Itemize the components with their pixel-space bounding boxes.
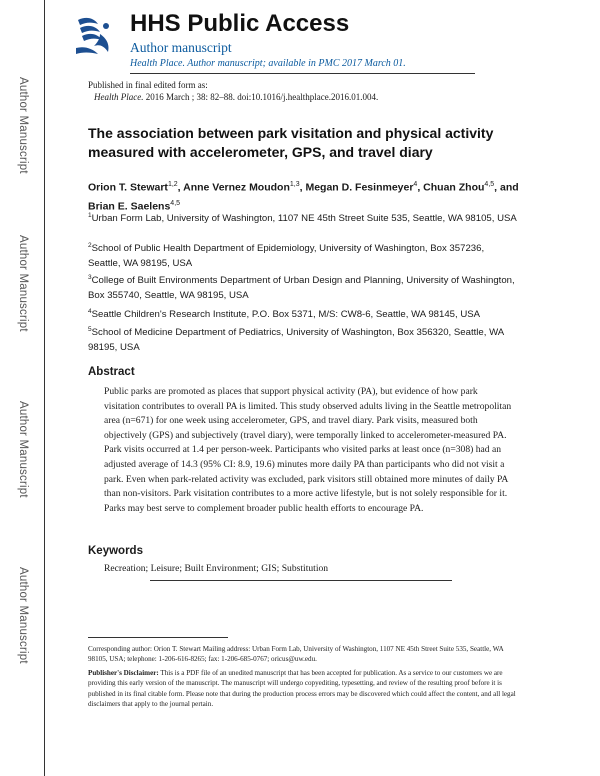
affiliation-4 <box>88 304 518 322</box>
affiliation-text: College of Built Environments Department of Urban Design and Planning, University of Washington, Box 355740, Seattle, WA 98195, USA <box>88 275 515 302</box>
author-separator: , <box>299 181 306 194</box>
sidebar-label-4: Author Manuscript <box>17 566 29 664</box>
affiliation-1 <box>88 208 518 226</box>
citation-details: 2016 March ; 38: 82–88. doi:10.1016/j.healthplace.2016.01.004. <box>143 92 379 102</box>
published-in-label: Published in final edited form as: <box>88 80 208 90</box>
sidebar-label-2: Author Manuscript <box>17 234 29 332</box>
author-name: Chuan Zhou <box>423 181 485 194</box>
affiliation-number: 3 <box>88 274 92 281</box>
author-manuscript-sidebar <box>0 0 45 776</box>
affiliation-3 <box>88 270 518 303</box>
affiliation-text: School of Public Health Department of Epidemiology, University of Washington, Box 357236, Seattle, WA 98195, USA <box>88 243 485 270</box>
affiliation-2 <box>88 238 518 271</box>
affiliation-number: 5 <box>88 326 92 333</box>
author-manuscript-subtitle: Author manuscript <box>130 40 232 55</box>
author-name: Megan D. Fesinmeyer <box>305 181 414 194</box>
author-separator: , and <box>494 181 519 194</box>
hhs-eagle-logo-icon <box>72 12 116 60</box>
author-affiliation-sup: 1,2 <box>167 181 178 188</box>
citation-line <box>94 92 378 102</box>
affiliation-text: Seattle Children's Research Institute, P.O. Box 5371, M/S: CW8-6, Seattle, WA 98145, USA <box>91 309 481 321</box>
author-name: Orion T. Stewart <box>88 181 168 194</box>
footnote-divider <box>88 637 228 638</box>
keywords-list: Recreation; Leisure; Built Environment; GIS; Substitution <box>104 563 329 574</box>
author-affiliation-sup: 4,5 <box>170 199 181 207</box>
publisher-disclaimer <box>88 668 520 710</box>
availability-text: Health Place. Author manuscript; available in PMC 2017 March 01. <box>130 58 406 69</box>
affiliation-5 <box>88 322 518 355</box>
affiliation-number: 2 <box>88 242 92 249</box>
availability-line <box>130 58 406 69</box>
header-divider <box>130 73 475 74</box>
author-affiliation-sup: 1,3 <box>289 181 300 188</box>
keywords-divider <box>150 580 452 581</box>
abstract-body: Public parks are promoted as places that support physical activity (PA), but evidence of how park visitation contributes to overall PA is limited. This study observed adults living in the Seattle metropolitan area (n=671) for one week using accelerometer, GPS, and travel diary. Park visits, measured both objectively (GPS) and subjectively (travel diary), were temporally linked to accelerometer-measured PA. Park visits occurred at 1.4 per person-week. Participants who visited parks at least once (n=308) had an adjusted average of 14.3 (95% CI: 8.9, 19.6) minutes more daily PA than participants who did not visit a park. Even when park-related activity was excluded, park visitors still obtained more minutes of daily PA than non-visitors. Park visitation contributes to a more active lifestyle, but is not solely responsible for it. Parks may best serve to complement broader public health efforts to encourage PA. <box>104 386 512 514</box>
affiliation-number: 1 <box>88 212 92 219</box>
keywords-heading: Keywords <box>88 545 143 557</box>
hhs-public-access-title: HHS Public Access <box>130 10 350 37</box>
affiliation-text: School of Medicine Department of Pediatrics, University of Washington, Box 356320, Seattle, WA 98195, USA <box>88 327 504 354</box>
article-title: The association between park visitation and physical activity measured with accelerometer, GPS, and travel diary <box>88 125 494 160</box>
affiliation-number: 4 <box>88 308 92 315</box>
author-name: Anne Vernez Moudon <box>183 181 290 194</box>
author-separator: , <box>177 181 184 194</box>
abstract-heading: Abstract <box>88 366 135 378</box>
affiliation-text: Urban Form Lab, University of Washington, 1107 NE 45th Street Suite 535, Seattle, WA 98105, USA <box>91 213 517 225</box>
disclaimer-label: Publisher's Disclaimer: <box>88 669 159 677</box>
author-separator: , <box>417 181 424 194</box>
author-affiliation-sup: 4 <box>413 181 418 188</box>
author-affiliation-sup: 4,5 <box>484 181 495 188</box>
corresponding-author-note: Corresponding author: Orion T. Stewart Mailing address: Urban Form Lab, University of Washington, 1107 NE 45th Street Suite 535, Seattle, WA 98105, USA; telephone: 1-206-616-8265; fax: 1-206-685-0767; oricus@uw.edu. <box>88 645 504 664</box>
author-name: Brian E. Saelens <box>88 200 171 212</box>
disclaimer-text: This is a PDF file of an unedited manuscript that has been accepted for publication. As a service to our customers we are providing this early version of the manuscript. The manuscript will undergo copyediting, typesetting, and review of the resulting proof before it is published in its final citable form. Please note that during the production process errors may be discovered which could affect the content, and all legal disclaimers that apply to the journal pertain. <box>88 669 516 709</box>
journal-name: Health Place. <box>94 92 144 102</box>
sidebar-label-3: Author Manuscript <box>17 400 29 498</box>
sidebar-label-1: Author Manuscript <box>17 76 29 174</box>
